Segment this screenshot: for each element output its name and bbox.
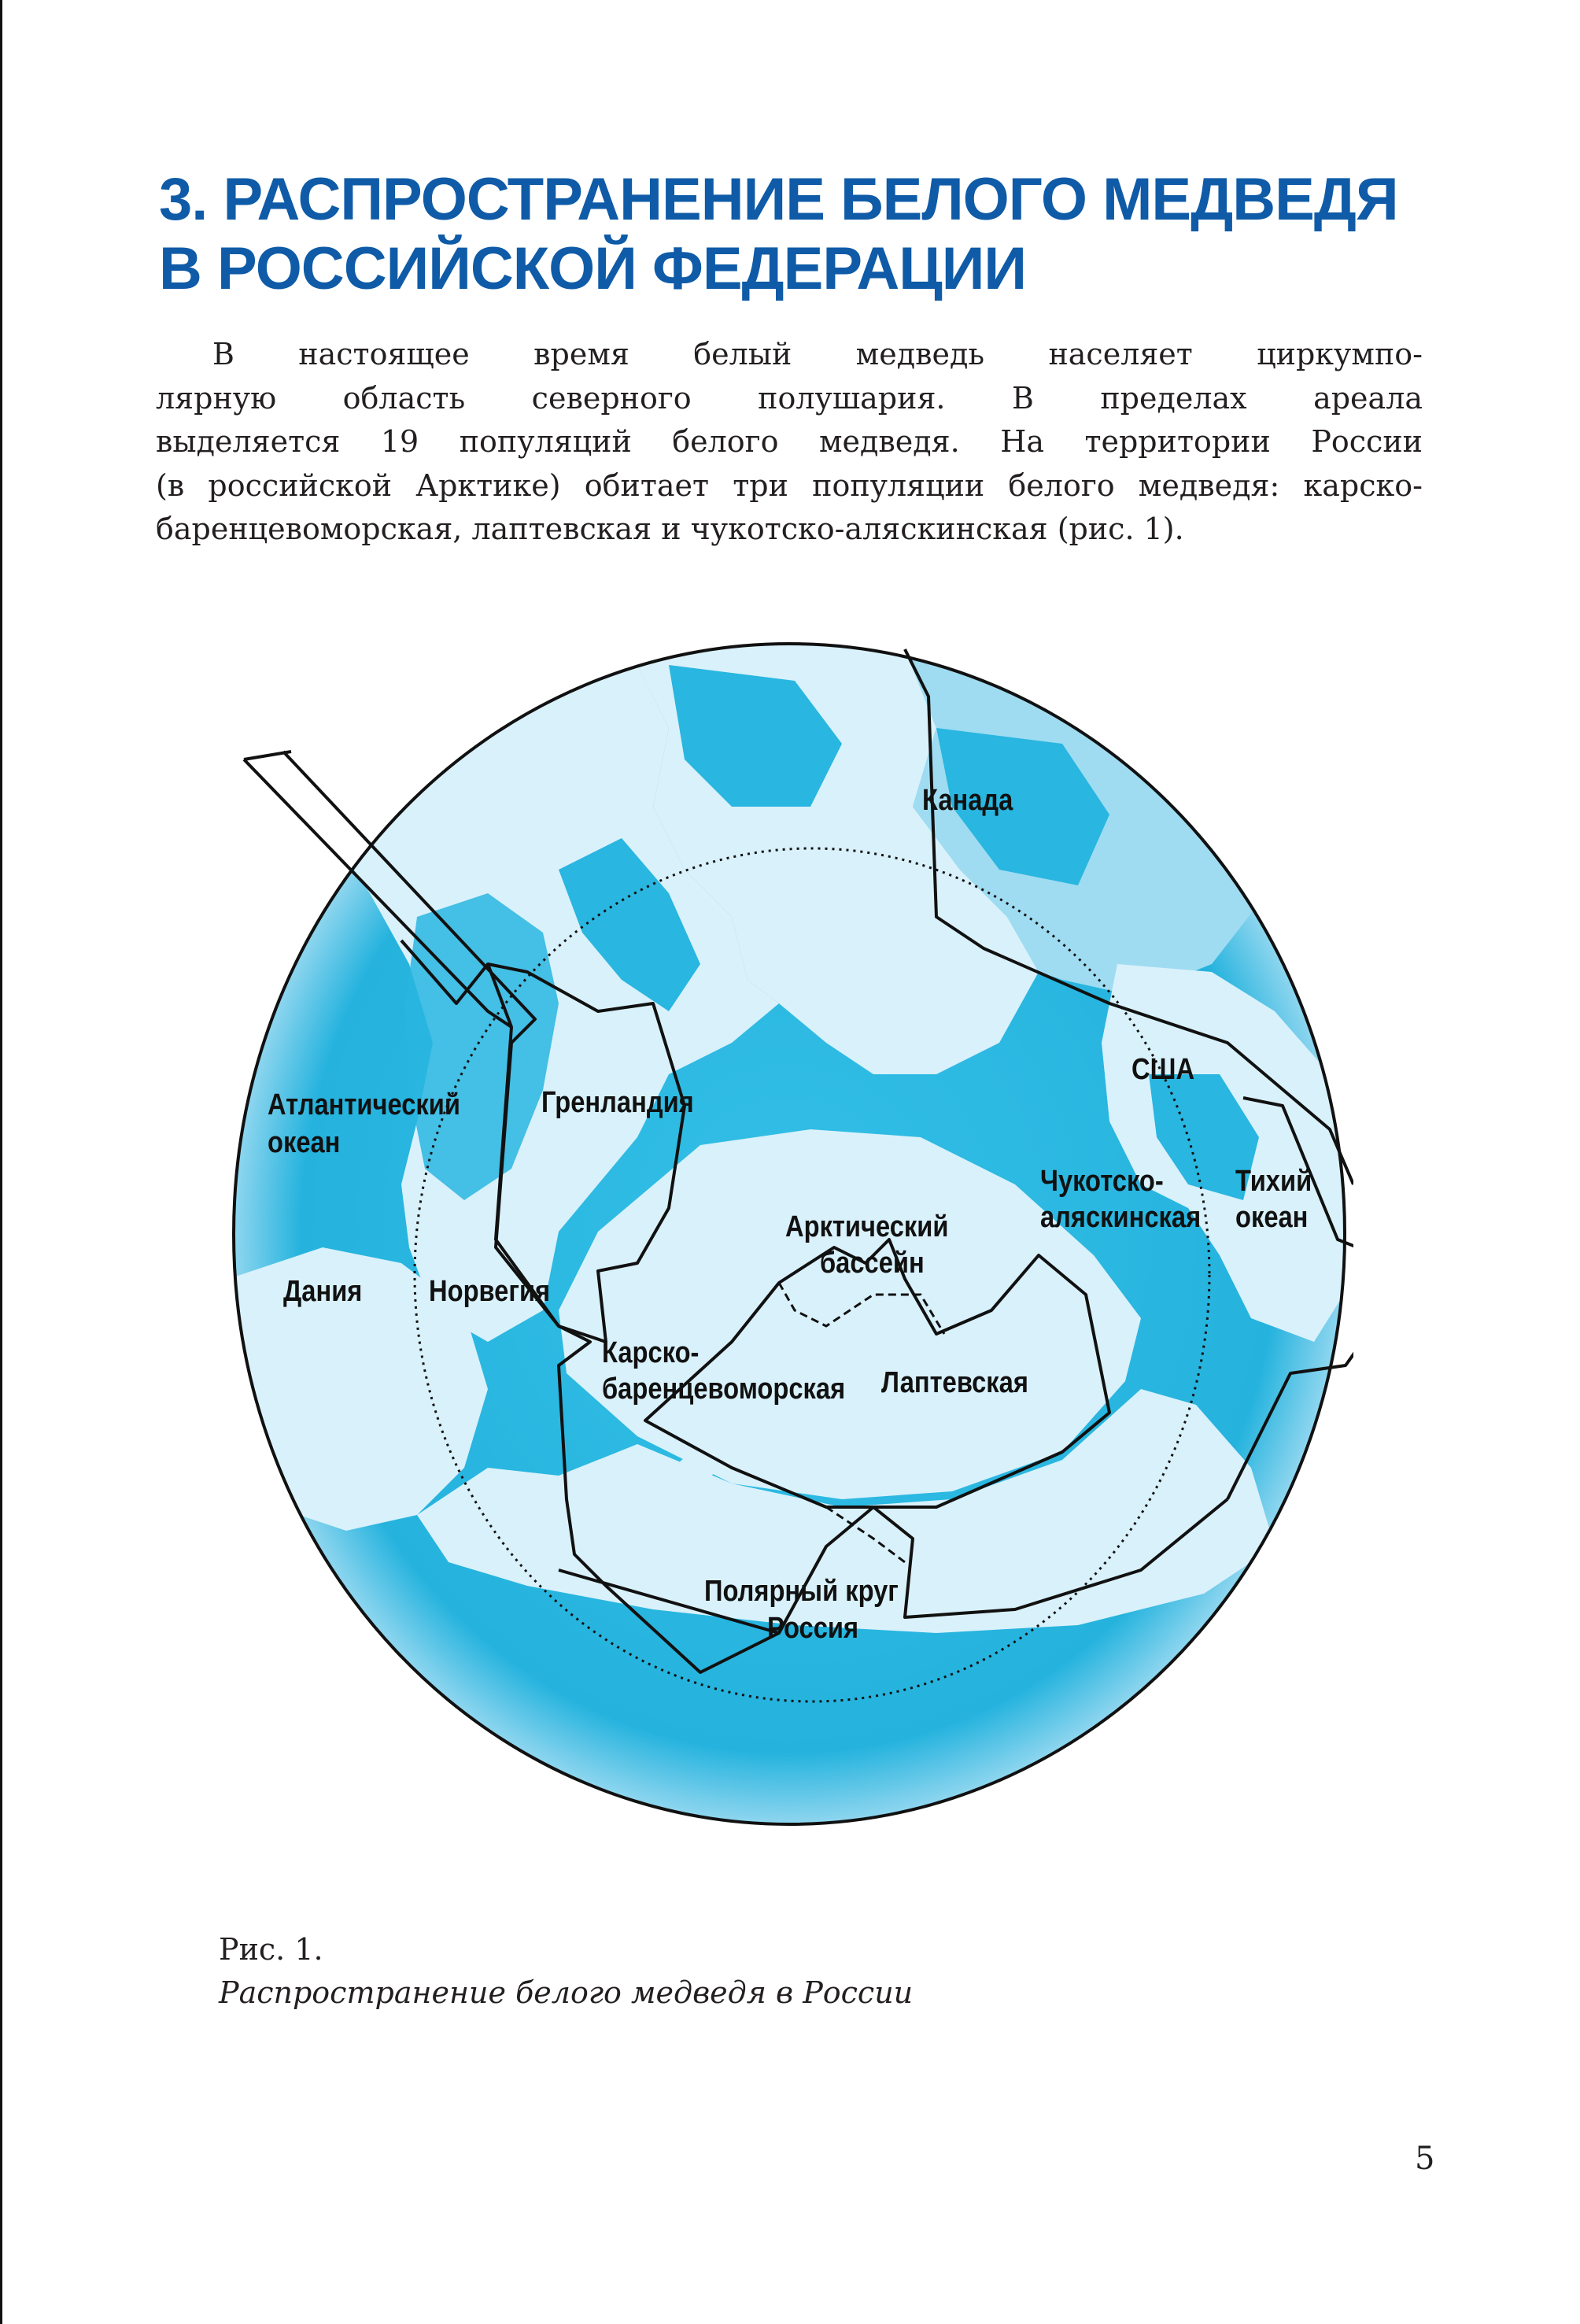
label-laptev: Лаптевская <box>881 1366 1028 1399</box>
label-denmark: Дания <box>283 1275 363 1308</box>
label-chukotka-2: аляскинская <box>1040 1201 1202 1234</box>
label-kara-2: баренцевоморская <box>602 1373 846 1406</box>
section-title <box>159 165 1434 304</box>
section-title-line-1: 3. РАСПРОСТРАНЕНИЕ БЕЛОГО МЕДВЕДЯ <box>159 166 1398 233</box>
paragraph-line-1: В настоящее время белый медведь населяет циркумпо- <box>212 337 1423 371</box>
label-atlantic-2: океан <box>268 1126 341 1159</box>
label-pacific-1: Тихий <box>1235 1165 1312 1198</box>
label-chukotka-1: Чукотско- <box>1040 1165 1164 1198</box>
label-norway: Норвегия <box>429 1275 551 1308</box>
label-canada: Канада <box>922 784 1013 817</box>
paragraph-line-3: выделяется 19 популяций белого медведя. На территории России <box>156 424 1423 459</box>
label-arctic-2: бассейн <box>820 1247 925 1280</box>
label-usa: США <box>1131 1053 1195 1086</box>
paragraph-line-4: (в российской Арктике) обитает три популяции белого медведя: карско- <box>156 467 1423 503</box>
page-edge <box>0 0 2 2324</box>
polar-bear-range-map <box>228 634 1353 1830</box>
page-number: 5 <box>1415 2141 1435 2177</box>
label-arctic-1: Арктический <box>785 1210 949 1243</box>
figure-caption <box>219 1928 913 2015</box>
figure-caption-label: Рис. 1. <box>219 1932 323 1967</box>
label-polar-circle: Полярный круг <box>704 1575 899 1608</box>
body-paragraph <box>156 333 1423 552</box>
section-title-line-2: В РОССИЙСКОЙ ФЕДЕРАЦИИ <box>159 235 1027 302</box>
label-russia: Россия <box>767 1612 859 1645</box>
label-greenland: Гренландия <box>541 1086 694 1119</box>
paragraph-line-2: лярную область северного полушария. В пределах ареала <box>156 380 1423 416</box>
label-kara-1: Карско- <box>602 1336 700 1369</box>
paragraph-line-5: баренцевоморская, лаптевская и чукотско-аляскинская (рис. 1). <box>156 512 1184 546</box>
figure-caption-text: Распространение белого медведя в России <box>219 1975 914 2010</box>
label-atlantic-1: Атлантический <box>268 1088 460 1121</box>
label-pacific-2: океан <box>1235 1201 1309 1234</box>
